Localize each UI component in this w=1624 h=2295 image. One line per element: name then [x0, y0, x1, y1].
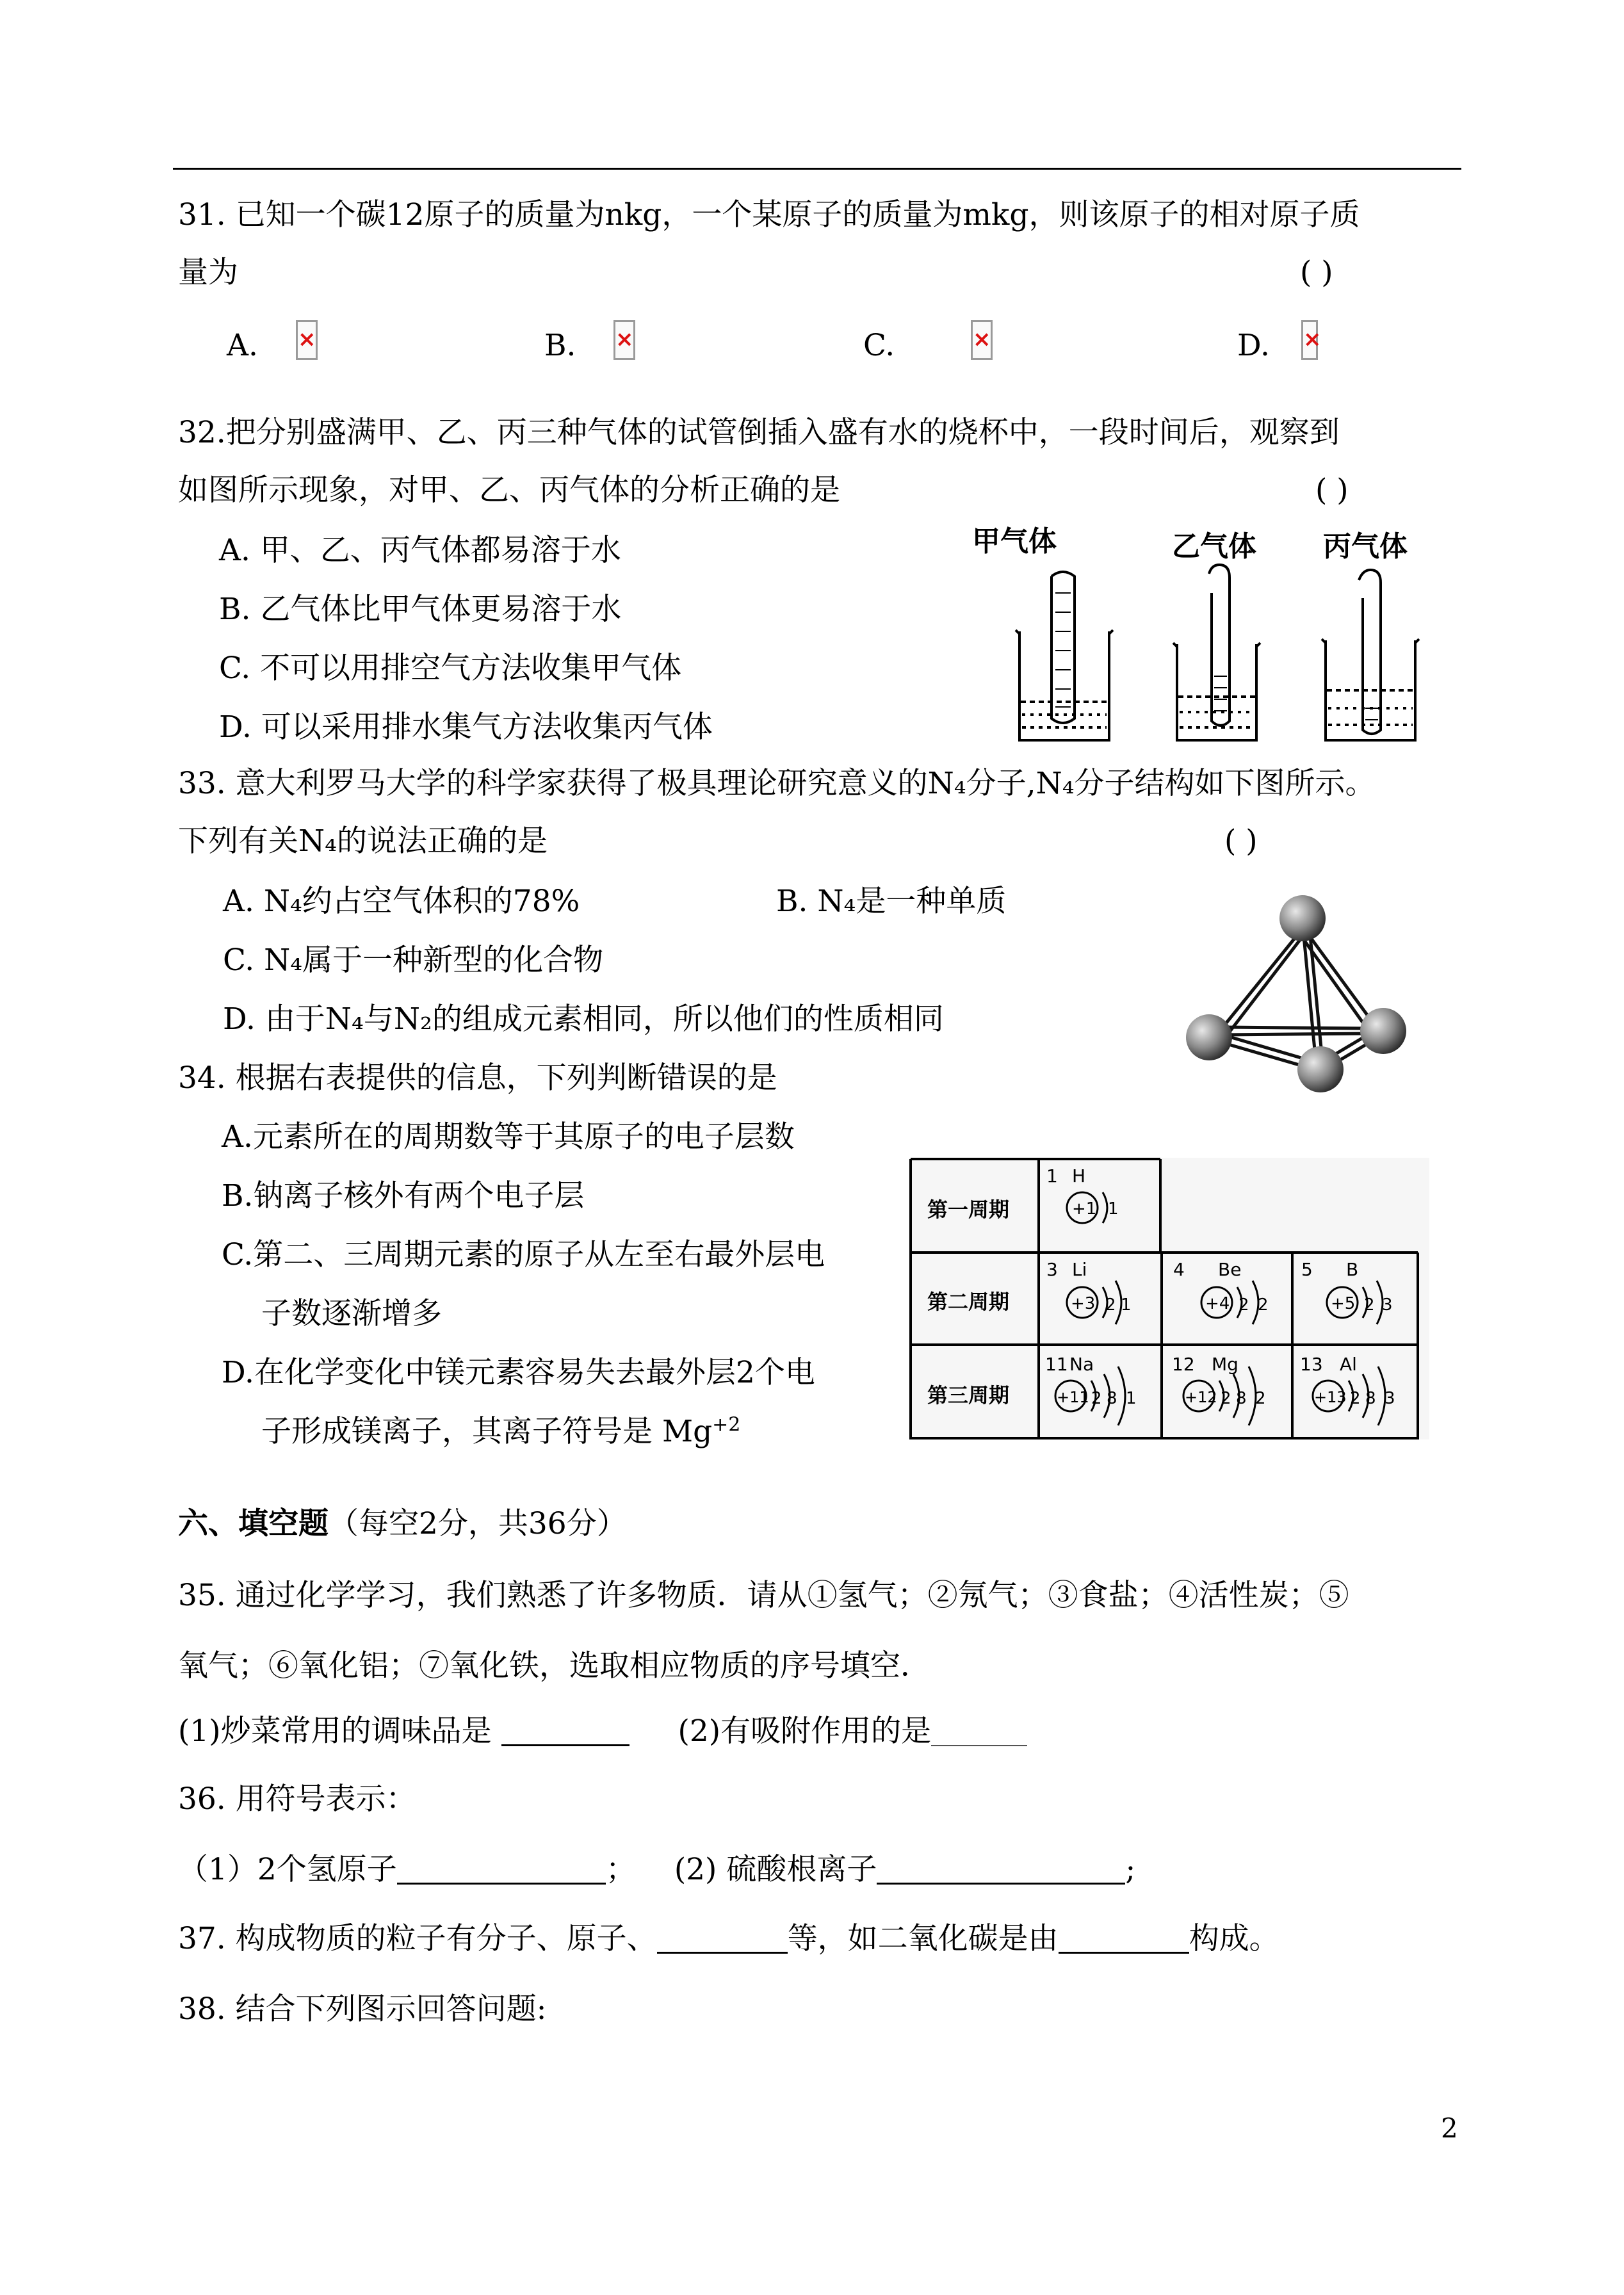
n4-molecule-figure — [1182, 889, 1413, 1107]
header-rule — [173, 168, 1461, 170]
q34-option-c-line2: 子数逐渐增多 — [261, 1296, 442, 1331]
q34-option-c-line1: C.第二、三周期元素的原子从左至右最外层电 — [222, 1237, 825, 1272]
periodic-table-figure — [904, 1153, 1436, 1447]
q35-blank-1[interactable] — [501, 1715, 629, 1746]
q34-option-a: A.元素所在的周期数等于其原子的电子层数 — [222, 1119, 795, 1155]
q33-stem-line1: 33. 意大利罗马大学的科学家获得了极具理论研究意义的N₄分子,N₄分子结构如下图所示。 — [178, 766, 1376, 801]
element-symbol: Al — [1340, 1354, 1357, 1375]
q32-stem-line1: 32.把分别盛满甲、乙、丙三种气体的试管倒插入盛有水的烧杯中，一段时间后，观察到 — [178, 415, 1340, 450]
shell-electrons: 8 — [1365, 1389, 1376, 1408]
nitrogen-atom — [1186, 1014, 1232, 1060]
q33-option-a: A. N₄约占空气体积的78% — [223, 884, 580, 919]
shell-electrons: 2 — [1350, 1389, 1361, 1408]
broken-image-icon: × — [296, 320, 318, 360]
shell-electrons: 3 — [1382, 1295, 1393, 1315]
q32-option-c: C. 不可以用排空气方法收集甲气体 — [219, 651, 682, 686]
q33-option-b: B. N₄是一种单质 — [776, 884, 1007, 919]
q32-answer-paren: ( ) — [1315, 473, 1349, 508]
q35-part2-label: (2)有吸附作用的是 — [678, 1714, 932, 1749]
nitrogen-atom — [1297, 1046, 1344, 1092]
q31-answer-paren: ( ) — [1300, 255, 1333, 290]
broken-image-icon: × — [613, 320, 635, 360]
q32-option-b: B. 乙气体比甲气体更易溶于水 — [219, 592, 622, 627]
shell-electrons: 8 — [1236, 1389, 1247, 1408]
atomic-number: 5 — [1301, 1259, 1313, 1280]
beaker-yi — [1173, 565, 1260, 740]
atomic-number: 13 — [1300, 1354, 1323, 1375]
shell-electrons: 2 — [1255, 1389, 1266, 1408]
beaker-bing — [1322, 570, 1419, 740]
shell-electrons: 2 — [1091, 1389, 1102, 1408]
element-symbol: H — [1072, 1165, 1086, 1187]
q32-stem-line2: 如图所示现象，对甲、乙、丙气体的分析正确的是 — [178, 473, 840, 508]
q35-blank-2[interactable] — [931, 1715, 1027, 1746]
beaker-label-yi: 乙气体 — [1172, 530, 1256, 563]
nucleus-charge: +5 — [1331, 1294, 1356, 1313]
nucleus-charge: +4 — [1205, 1294, 1230, 1313]
q37-text-1: 37. 构成物质的粒子有分子、原子、 — [178, 1921, 657, 1956]
broken-image-icon: × — [1301, 320, 1318, 360]
shell-electrons: 1 — [1108, 1199, 1119, 1219]
q37-blank-2[interactable] — [1059, 1922, 1189, 1954]
shell-electrons: 8 — [1107, 1389, 1117, 1408]
page-number: 2 — [1441, 2113, 1458, 2144]
q36-stem: 36. 用符号表示： — [178, 1781, 416, 1817]
atomic-number: 1 — [1046, 1165, 1058, 1187]
gas-beaker-figure — [961, 516, 1460, 750]
q36-part2-label: (2) 硫酸根离子 — [674, 1852, 877, 1887]
q35-stem-line1: 35. 通过化学学习，我们熟悉了许多物质．请从①氢气；②氖气；③食盐；④活性炭；⑤ — [178, 1578, 1349, 1613]
q34-option-b: B.钠离子核外有两个电子层 — [222, 1178, 585, 1213]
q34-option-d-sup: +2 — [712, 1413, 741, 1436]
shell-electrons: 2 — [1258, 1295, 1269, 1315]
q31-option-d-label: D. — [1237, 328, 1270, 363]
beaker-label-jia: 甲气体 — [972, 525, 1057, 558]
shell-electrons: 2 — [1364, 1295, 1375, 1315]
nucleus-charge: +1 — [1072, 1199, 1097, 1219]
atomic-number: 3 — [1046, 1259, 1058, 1280]
q31-stem-line2: 量为 — [178, 255, 238, 290]
nucleus-charge: +3 — [1071, 1294, 1096, 1313]
q36-sep-1: ； — [605, 1852, 636, 1887]
q33-stem-line2: 下列有关N₄的说法正确的是 — [178, 823, 548, 859]
q34-option-d-line2 — [261, 1413, 740, 1451]
nucleus-charge: +13 — [1314, 1388, 1347, 1406]
q37-blank-1[interactable] — [657, 1922, 788, 1954]
period-label-3: 第三周期 — [927, 1383, 1010, 1407]
element-symbol: Li — [1072, 1259, 1087, 1280]
q37-text-2: 等，如二氧化碳是由 — [787, 1921, 1059, 1956]
q32-option-d: D. 可以采用排水集气方法收集丙气体 — [219, 710, 713, 745]
shell-electrons: 1 — [1126, 1389, 1137, 1408]
q31-option-a-label: A. — [227, 328, 258, 363]
q36-blank-1[interactable] — [397, 1853, 606, 1885]
section-title: 六、填空题 — [178, 1506, 329, 1541]
broken-image-icon: × — [971, 320, 993, 360]
q31-option-c-label: C. — [863, 328, 895, 363]
element-symbol: Na — [1069, 1354, 1094, 1375]
q35-stem-line2: 氧气；⑥氧化铝；⑦氧化铁，选取相应物质的序号填空． — [178, 1648, 930, 1683]
q37-text-3: 构成。 — [1189, 1921, 1279, 1956]
q35-part1-label: (1)炒菜常用的调味品是 — [178, 1714, 492, 1749]
q36-sep-2: ; — [1125, 1852, 1136, 1887]
atomic-number: 4 — [1173, 1259, 1185, 1280]
period-label-1: 第一周期 — [927, 1197, 1010, 1222]
beaker-label-bing: 丙气体 — [1323, 530, 1408, 563]
q31-option-b-label: B. — [544, 328, 576, 363]
q38-stem: 38. 结合下列图示回答问题: — [178, 1991, 547, 2027]
section-heading — [178, 1505, 627, 1543]
element-symbol: Mg — [1212, 1354, 1238, 1375]
atomic-number: 12 — [1172, 1354, 1195, 1375]
shell-electrons: 1 — [1121, 1295, 1132, 1315]
nitrogen-atom — [1360, 1008, 1406, 1054]
q34-stem: 34. 根据右表提供的信息，下列判断错误的是 — [178, 1060, 777, 1096]
q35-parts — [178, 1712, 1027, 1751]
q36-parts — [178, 1851, 1135, 1889]
q32-option-a: A. 甲、乙、丙气体都易溶于水 — [219, 533, 621, 568]
section-note: （每空2分，共36分） — [329, 1506, 627, 1541]
nucleus-charge: +12 — [1185, 1388, 1217, 1406]
beaker-jia — [1016, 572, 1113, 740]
q37-line — [178, 1920, 1279, 1958]
q31-stem-line1: 31. 已知一个碳12原子的质量为nkg，一个某原子的质量为mkg，则该原子的相对原子质 — [178, 197, 1360, 232]
q36-part1-label: （1）2个氢原子 — [178, 1852, 397, 1887]
nitrogen-atom — [1279, 895, 1326, 941]
q34-option-d-text: 子形成镁离子，其离子符号是 Mg — [261, 1414, 713, 1449]
atomic-number: 11 — [1045, 1354, 1068, 1375]
period-label-2: 第二周期 — [927, 1290, 1010, 1314]
q33-option-c: C. N₄属于一种新型的化合物 — [223, 943, 604, 978]
shell-electrons: 2 — [1238, 1295, 1249, 1315]
shell-electrons: 2 — [1105, 1295, 1116, 1315]
element-symbol: B — [1346, 1259, 1359, 1280]
q33-answer-paren: ( ) — [1224, 823, 1258, 859]
q36-blank-2[interactable] — [877, 1853, 1125, 1885]
shell-electrons: 3 — [1384, 1389, 1395, 1408]
nucleus-charge: +11 — [1057, 1388, 1089, 1406]
q33-option-d: D. 由于N₄与N₂的组成元素相同，所以他们的性质相同 — [223, 1002, 944, 1037]
shell-electrons: 2 — [1221, 1389, 1231, 1408]
q34-option-d-line1: D.在化学变化中镁元素容易失去最外层2个电 — [222, 1355, 815, 1390]
element-symbol: Be — [1218, 1259, 1242, 1280]
